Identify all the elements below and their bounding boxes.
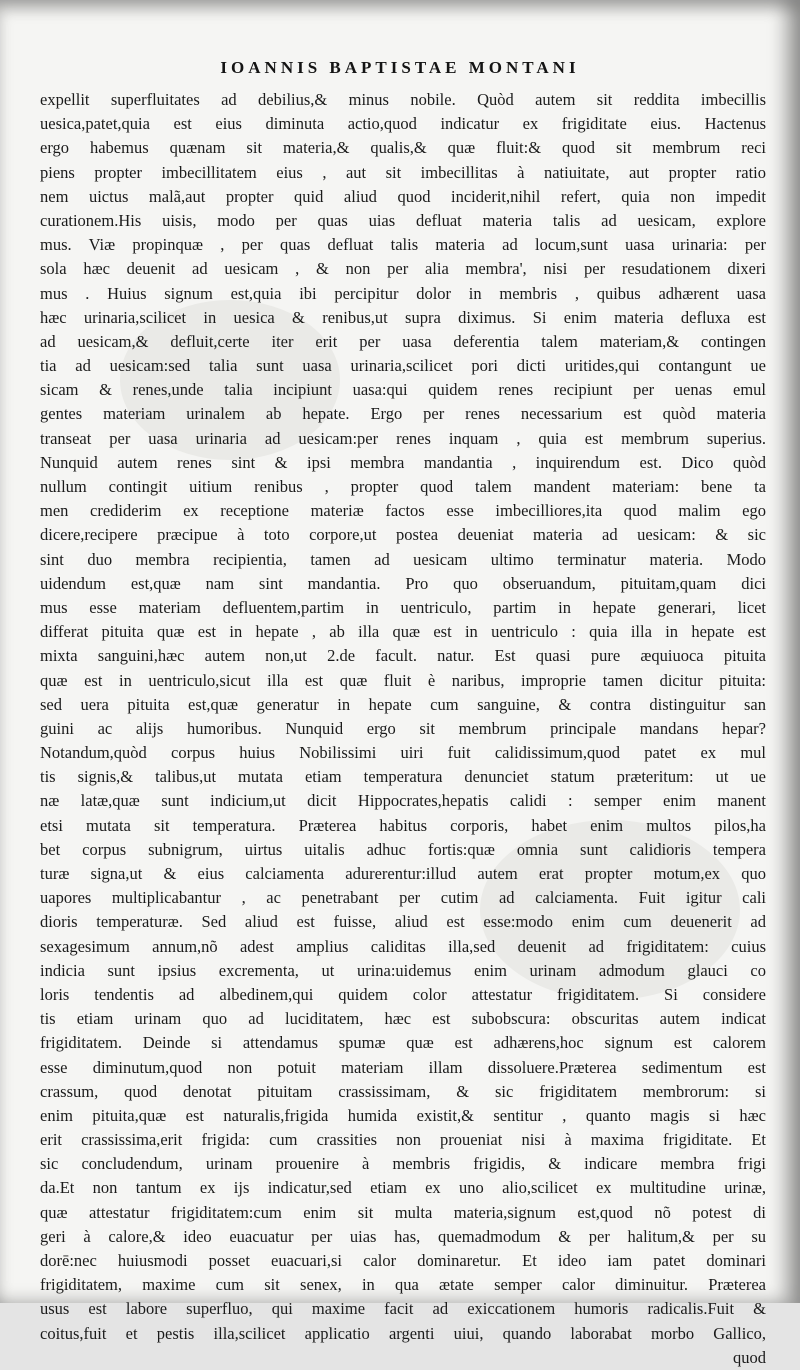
text-line: men crediderim ex receptione materiæ factos esse imbecilliores,ita quod malim ego [40,501,766,521]
text-line: etsi mutata sit temperatura. Præterea habitus corporis, habet enim multos pilos,ha [40,815,766,835]
text-line: usus est labore superfluo, qui maxime facit ad exiccationem humoris radicalis.Fuit & [40,1299,766,1319]
text-line: crassum, quod denotat pituitam crassissimam, & sic frigiditatem membrorum: si [40,1081,766,1101]
text-line: Nunquid autem renes sint & ipsi membra mandantia , inquirendum est. Dico quòd [40,452,766,472]
text-line: ergo habemus quænam sit materia,& qualis,& quæ fluit:& quod sit membrum reci [40,138,766,158]
text-line: mixta sanguini,hæc autem non,ut 2.de facult. natur. Est quasi pure æquiuoca pituita [40,646,766,666]
body-text [40,88,766,1370]
text-line: guini ac alijs humoribus. Nunquid ergo sit membrum principale mandans hepar? [40,718,766,738]
text-line: sed uera pituita est,quæ generatur in hepate cum sanguine, & contra distinguitur san [40,694,766,714]
text-line: gentes materiam urinalem ab hepate. Ergo per renes necessarium est quòd materia [40,404,766,424]
text-line: uesica,patet,quia est eius diminuta actio,quod indicatur ex frigiditate eius. Hactenus [40,114,766,134]
text-line: ad uesicam,& defluit,certe iter erit per uasa deferentia talem materiam,& contingen [40,331,766,351]
text-line: erit crassissima,erit frigida: cum crassities non proueniat nisi à maxima frigiditate. Et [40,1130,766,1150]
text-line: turæ signa,ut & eius calciamenta adurerentur:illud autem erat propter motum,ex quo [40,864,766,883]
text-line: næ latæ,quæ sunt indicium,ut dicit Hippocrates,hepatis calidi : semper enim manent [40,791,766,811]
text-line: mus esse materiam defluentem,partim in uentriculo, partim in hepate generari, licet [40,597,766,617]
text-line: quæ attestatur frigiditatem:cum enim sit multa materia,signum est,quod nõ potest di [40,1202,766,1222]
text-line: nullum contingit uitium renibus , propter quod talem mandent materiam: bene ta [40,477,766,496]
text-line: differat pituita quæ est in hepate , ab illa quæ est in uentriculo : quia illa in hepate est [40,622,766,642]
text-line: dioris temperaturæ. Sed aliud est fuisse, aliud est esse:modo enim cum deuenerit ad [40,912,766,932]
text-line: frigiditatem, maxime cum sit senex, in qua ætate semper calor diminuitur. Præterea [40,1275,766,1295]
text-line: frigiditatem. Deinde si attendamus spumæ quæ est adhærens,hoc signum est calorem [40,1033,766,1053]
text-line: tis signis,& talibus,ut mutata etiam temperatura denunciet statum præteritum: ut ue [40,767,766,787]
text-line: transeat per uasa urinaria ad uesicam:per renes inquam , quia est membrum superius. [40,428,766,448]
text-line: loris tendentis ad albedinem,qui quidem color attestatur frigiditatem. Si considere [40,984,766,1004]
text-line: uidendum est,quæ nam sint mandantia. Pro quo obseruandum, pituitam,quam dici [40,573,766,593]
text-line: sicam & renes,unde talia incipiunt uasa:qui quidem renes recipiunt per uenas emul [40,380,766,400]
text-line: quæ est in uentriculo,sicut illa est quæ fluit è naribus, improprie tamen dicitur pituita: [40,670,766,690]
text-line: indicia sunt ipsius excrementa, ut urina:uidemus enim urinam admodum glauci co [40,960,766,980]
text-line: piens propter imbecillitatem eius , aut sit imbecillitas à natiuitate, aut propter ratio [40,162,766,182]
text-line: esse diminutum,quod non potuit materiam illam dissoluere.Præterea sedimentum est [40,1057,766,1077]
text-line: tis etiam urinam quo ad luciditatem, hæc est subobscura: obscuritas autem indicat [40,1009,766,1029]
running-head: IOANNIS BAPTISTAE MONTANI [220,58,580,77]
text-line: sic concludendum, urinam prouenire à membris frigidis, & indicare membra frigi [40,1154,766,1174]
text-line: quod [733,1347,766,1367]
text-line: dicere,recipere præcipue à toto corpore,ut postea deueniat materia ad uesicam: & sic [40,525,766,545]
text-line: Notandum,quòd corpus huius Nobilissimi uiri fuit calidissimum,quod patet ex mul [40,743,766,763]
text-line: uapores multiplicabantur , ac penetrabant per cutim ad calciamenta. Fuit igitur cali [40,888,766,908]
text-line: sexagesimum annum,nõ adest amplius caliditas illa,sed deuenit ad frigiditatem: cuius [40,936,766,956]
text-line: mus . Huius signum est,quia ibi percipitur dolor in membris , quibus adhærent uasa [40,283,766,303]
text-line: mus. Viæ propinquæ , per quas defluat talis materia ad locum,sunt uasa urinaria: per [40,235,766,255]
text-line: dorē:nec huiusmodi posset euacuari,si calor dominaretur. Et ideo iam patet dominari [40,1251,766,1270]
text-line: nem uictus malã,aut propter quid aliud quod inciderit,nihil refert, quia non impedit [40,186,766,206]
text-line: enim pituita,quæ est naturalis,frigida humida existit,& sentitur , quanto magis si hæc [40,1105,766,1125]
text-line: curationem.His uisis, modo per quas uias defluat materia talis ad uesicam, explore [40,210,766,230]
text-line: hæc urinaria,scilicet in uesica & renibus,ut supra diximus. Si enim materia defluxa est [40,307,766,327]
text-line: da.Et non tantum ex ijs indicatur,sed etiam ex uno alio,scilicet ex multitudine urinæ, [40,1178,766,1198]
text-line: geri à calore,& ideo euacuatur per uias has, quemadmodum & per halitum,& per su [40,1226,766,1246]
text-line: tia ad uesicam:sed talia sunt uasa urinaria,scilicet pori dicti uritides,qui contangunt ue [40,356,766,376]
text-line: bet corpus subnigrum, uirtus uitalis adhuc fortis:quæ omnia sunt calidioris tempera [40,839,766,859]
text-line: coitus,fuit et pestis illa,scilicet applicatio argenti uiui, quando laborabat morbo Gallico, [40,1323,766,1343]
text-line: sint duo membra recipientia, tamen ad uesicam ultimo terminatur materia. Modo [40,549,766,569]
text-line: sola hæc deuenit ad uesicam , & non per alia membra', nisi per resudationem dixeri [40,259,766,279]
text-line: expellit superfluitates ad debilius,& minus nobile. Quòd autem sit reddita imbecillis [40,90,766,109]
